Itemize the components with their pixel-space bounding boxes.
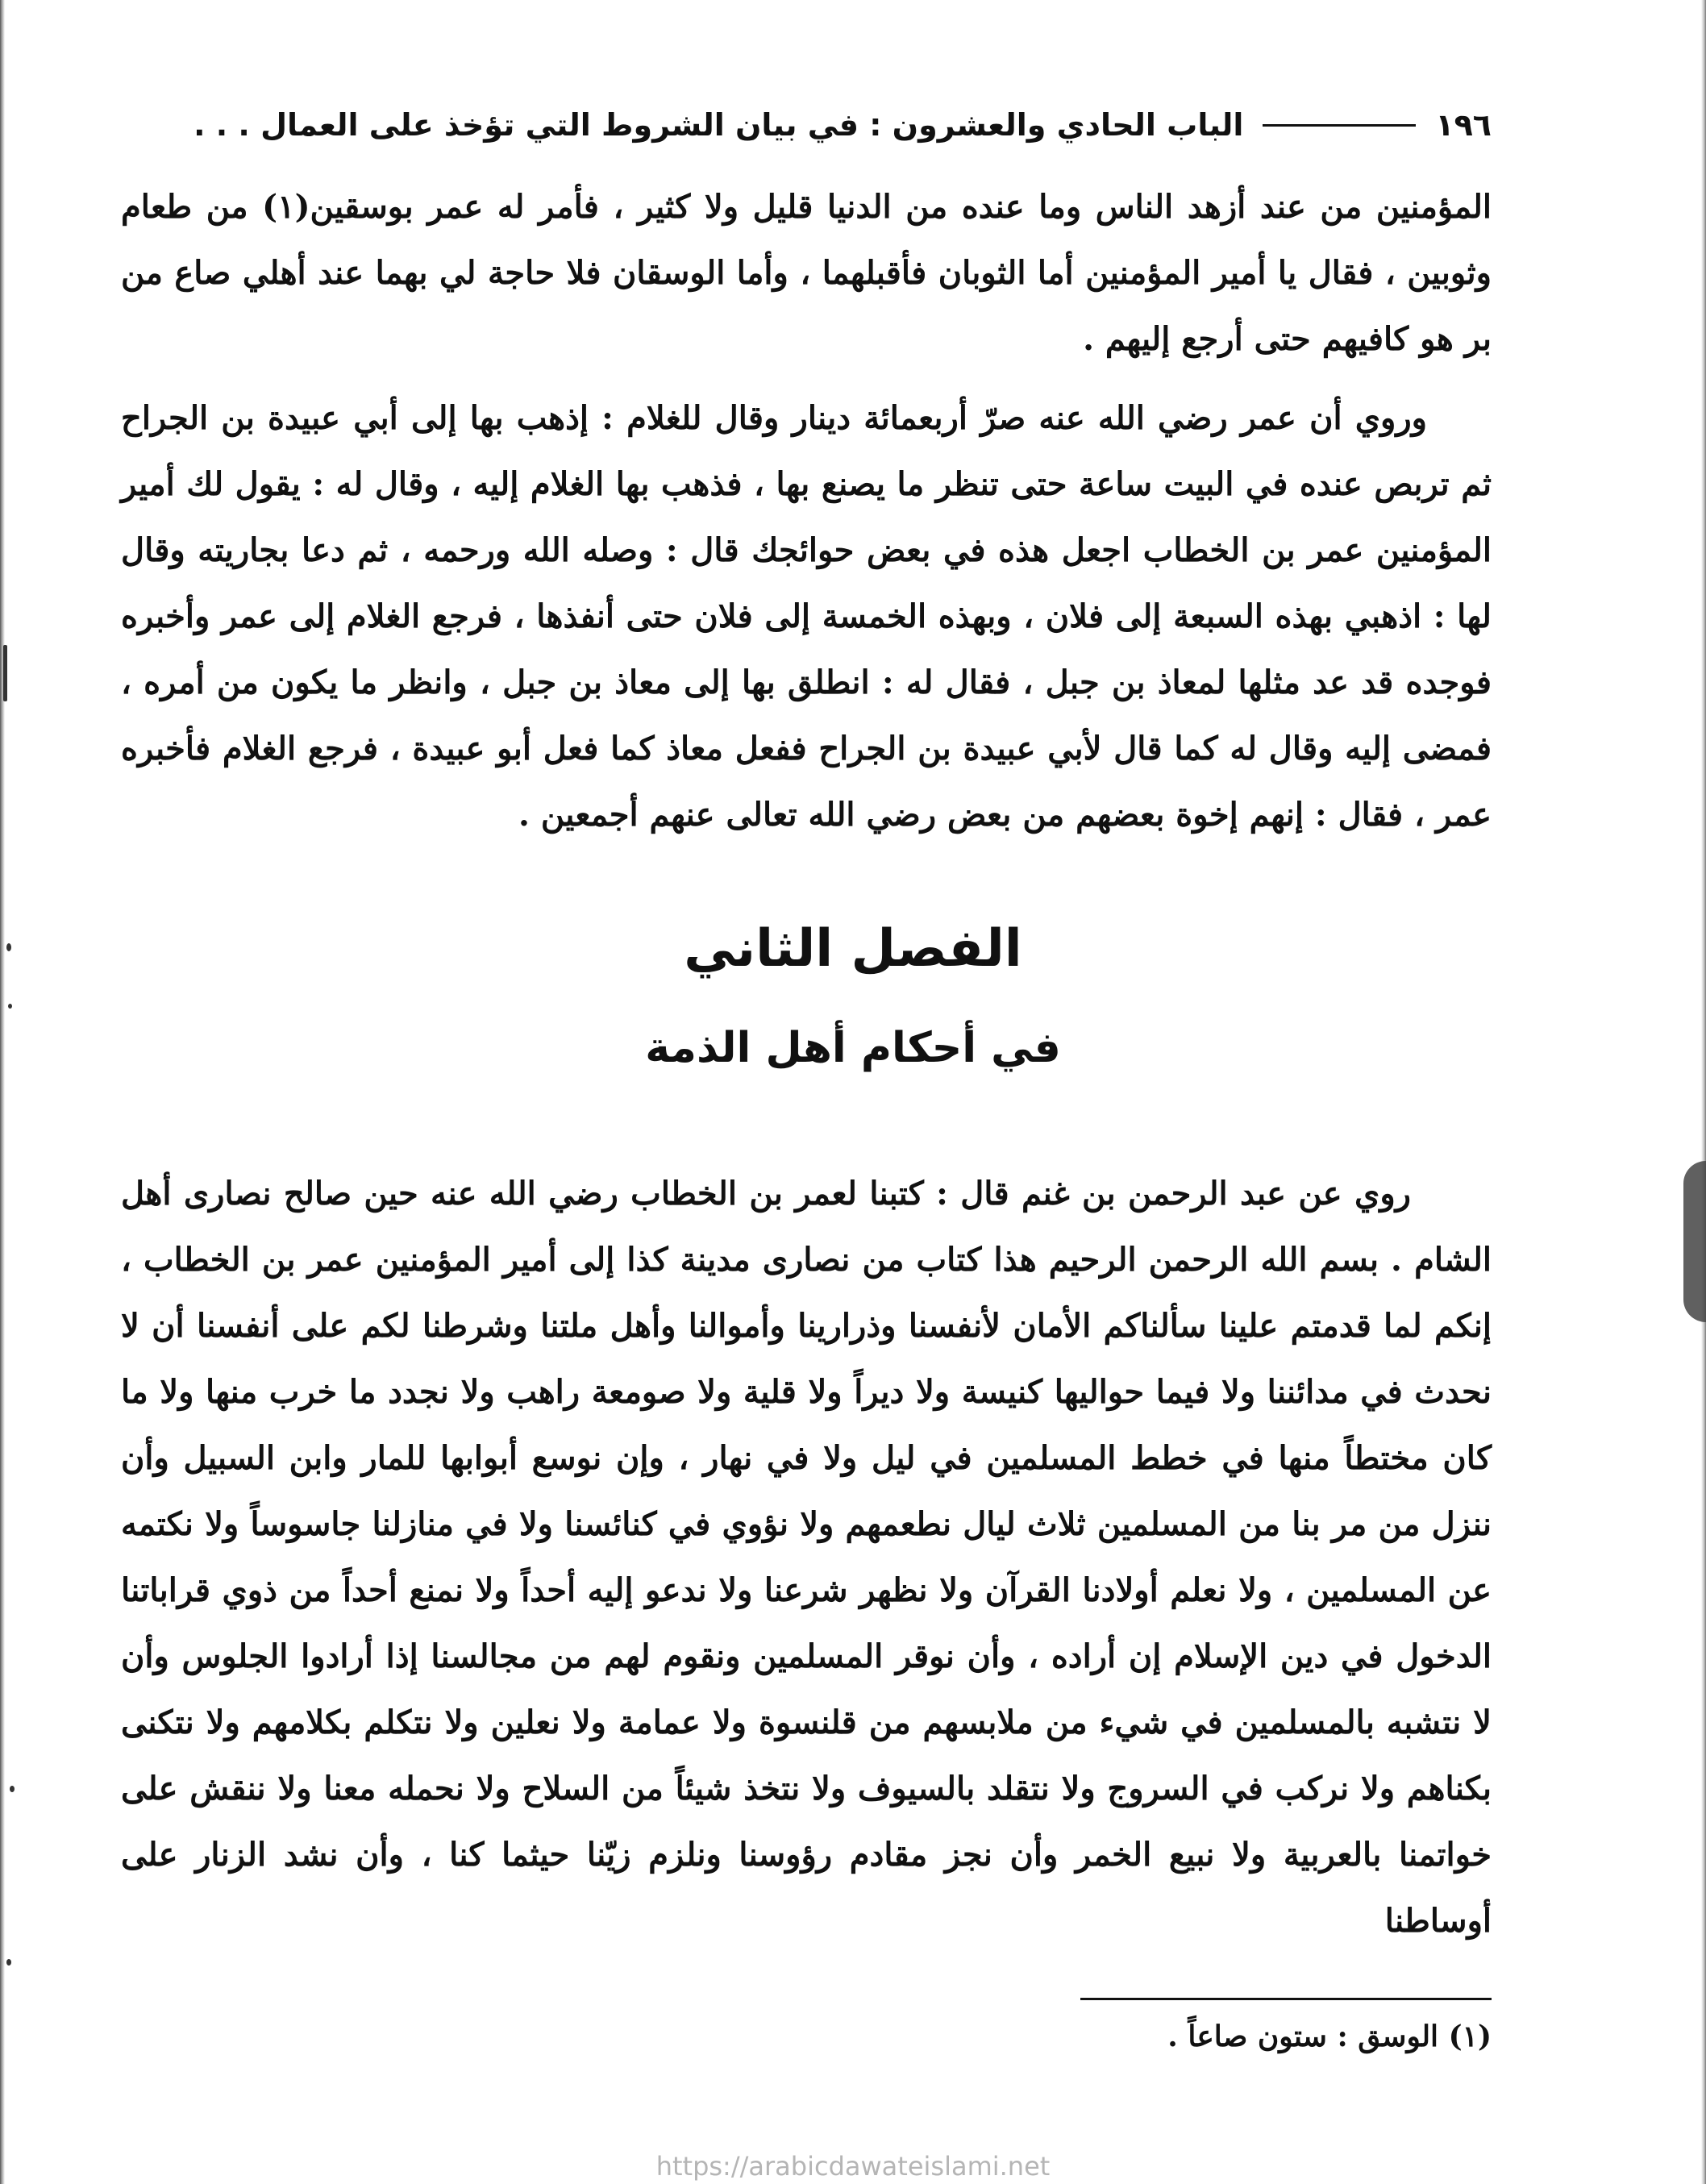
- footnote-rule: [1080, 1998, 1492, 2000]
- scan-edge-left: [0, 0, 5, 2184]
- paragraph-2: وروي أن عمر رضي الله عنه صرّ أربعمائة دينار وقال للغلام : إذهب بها إلى أبي عبيدة بن الجراح ثم تربص عنده في البيت ساعة حتى تنظر ما يصنع بها ، فذهب بها الغلام إليه ، وقال له : يقول لك أمير المؤمنين عمر بن الخطاب اجعل هذه في بعض حوائجك قال : وصله الله ورحمه ، ثم دعا بجاريته وقال لها : اذهبي بهذه السبعة إلى فلان ، وبهذه الخمسة إلى فلان حتى أنفذها ، فرجع الغلام إلى عمر وأخبره فوجده قد عد مثلها لمعاذ بن جبل ، فقال له : انطلق بها إلى معاذ بن جبل ، وانظر ما يكون من أمره ، فمضى إليه وقال له كما قال لأبي عبيدة بن الجراح ففعل معاذ كما فعل أبو عبيدة ، فرجع الغلام فأخبره عمر ، فقال : إنهم إخوة بعضهم من بعض رضي الله تعالى عنهم أجمعين .: [121, 399, 1492, 834]
- paragraph-3: روي عن عبد الرحمن بن غنم قال : كتبنا لعمر بن الخطاب رضي الله عنه حين صالح نصارى أهل الشام . بسم الله الرحمن الرحيم هذا كتاب من نصارى مدينة كذا إلى أمير المؤمنين عمر بن الخطاب ، إنكم لما قدمتم علينا سألناكم الأمان لأنفسنا وذرارينا وأموالنا وأهل ملتنا وشرطنا لكم على أنفسنا أن لا نحدث في مدائننا ولا فيما حواليها كنيسة ولا ديراً ولا قلية ولا صومعة راهب ولا نجدد ما خرب منها ولا ما كان مختطاً منها في خطط المسلمين في ليل ولا في نهار ، وإن نوسع أبوابها للمار وابن السبيل وأن ننزل من مر بنا من المسلمين ثلاث ليال نطعمهم ولا نؤوي في كنائسنا ولا في منازلنا جاسوساً ولا نكتمه عن المسلمين ، ولا نعلم أولادنا القرآن ولا نظهر شرعنا ولا ندعو إليه أحداً ولا نمنع أحداً من ذوي قراباتنا الدخول في دين الإسلام إن أراده ، وأن نوقر المسلمين ونقوم لهم من مجالسنا إذا أرادوا الجلوس وأن لا نتشبه بالمسلمين في شيء من ملابسهم من قلنسوة ولا عمامة ولا نعلين ولا نتكلم بكلامهم ولا نتكنى بكناهم ولا نركب في السروج ولا نتقلد بالسيوف ولا نتخذ شيئاً من السلاح ولا نحمله معنا ولا ننقش على خواتمنا بالعربية ولا نبيع الخمر وأن نجز مقادم رؤوسنا ونلزم زيّنا حيثما كنا ، وأن نشد الزنار على أوساطنا: [121, 1175, 1492, 1940]
- section-heading: في أحكام أهل الذمة: [645, 1024, 1061, 1072]
- paragraph-1: المؤمنين من عند أزهد الناس وما عنده من الدنيا قليل ولا كثير ، فأمر له عمر بوسقين(١) من طعام وثوبين ، فقال يا أمير المؤمنين أما الثوبان فأقبلهما ، وأما الوسقان فلا حاجة لي بهما عند أهلي صاع من بر هو كافيهم حتى أرجع إليهم .: [121, 188, 1492, 358]
- scan-speck: [8, 1004, 12, 1009]
- running-header: [129, 101, 1492, 149]
- footnote: (١) الوسق : ستون صاعاً .: [1167, 2020, 1492, 2053]
- header-rule: [1263, 124, 1416, 127]
- page-edge-curl: [1683, 1161, 1706, 1322]
- scan-edge-right: [1701, 0, 1706, 2184]
- scan-speck: [3, 645, 7, 701]
- chapter-heading: الفصل الثاني: [684, 919, 1022, 979]
- scan-speck: [10, 1786, 15, 1792]
- scan-speck: [6, 1959, 11, 1966]
- watermark-url: https://arabicdawateislami.net: [655, 2151, 1051, 2182]
- running-title: الباب الحادي والعشرون : في بيان الشروط التي تؤخذ على العمال . . .: [193, 107, 1244, 143]
- page-number: ١٩٦: [1435, 107, 1492, 143]
